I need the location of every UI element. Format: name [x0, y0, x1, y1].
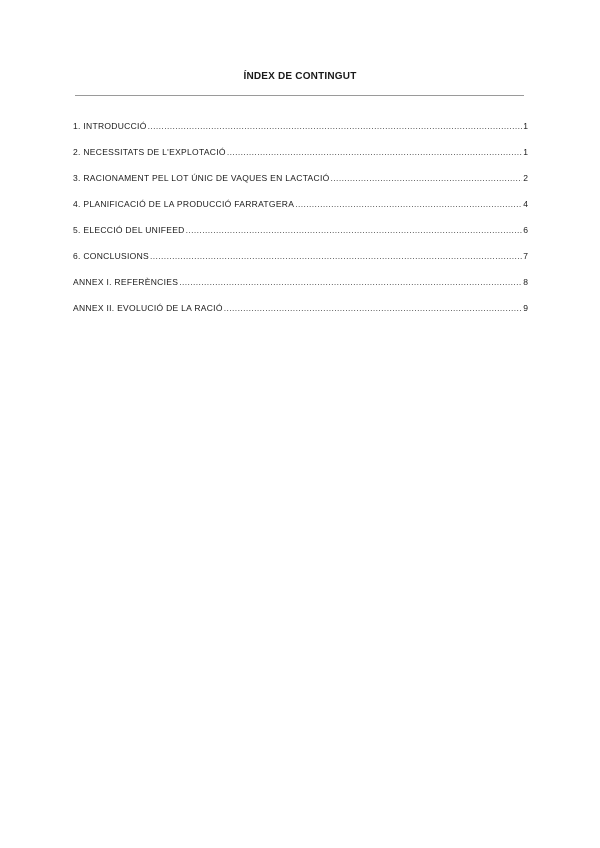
toc-entry-conclusions[interactable]: [73, 250, 528, 276]
toc-entry-page: 6: [523, 225, 528, 235]
dot-leader: [227, 146, 522, 158]
toc-entry-label: ANNEX I. REFERÈNCIES: [73, 277, 179, 287]
toc-entry-page: 9: [523, 303, 528, 313]
toc-entry-page: 1: [523, 121, 528, 131]
dot-leader: [186, 224, 523, 236]
toc-title: ÍNDEX DE CONTINGUT: [243, 71, 357, 82]
toc-entry-introduccio[interactable]: [73, 120, 528, 146]
toc-entry-page: 4: [523, 199, 528, 209]
toc-entry-label: 1. INTRODUCCIÓ: [73, 121, 147, 131]
toc-list: [73, 120, 528, 328]
toc-entry-annex-referencies[interactable]: [73, 276, 528, 302]
toc-entry-label: 5. ELECCIÓ DEL UNIFEED: [73, 225, 185, 235]
dot-leader: [150, 250, 522, 262]
toc-entry-page: 8: [523, 277, 528, 287]
toc-entry-necessitats[interactable]: [73, 146, 528, 172]
toc-entry-planificacio[interactable]: [73, 198, 528, 224]
toc-entry-page: 2: [523, 173, 528, 183]
toc-entry-page: 7: [523, 251, 528, 261]
dot-leader: [224, 302, 523, 314]
dot-leader: [295, 198, 522, 210]
toc-entry-label: ANNEX II. EVOLUCIÓ DE LA RACIÓ: [73, 303, 223, 313]
dot-leader: [331, 172, 523, 184]
toc-entry-label: 3. RACIONAMENT PEL LOT ÚNIC DE VAQUES EN LACTACIÓ: [73, 173, 330, 183]
toc-entry-page: 1: [523, 147, 528, 157]
dot-leader: [179, 276, 522, 288]
title-divider: [75, 95, 524, 96]
toc-entry-eleccio[interactable]: [73, 224, 528, 250]
toc-entry-annex-evolucio[interactable]: [73, 302, 528, 328]
toc-entry-label: 6. CONCLUSIONS: [73, 251, 149, 261]
toc-entry-label: 4. PLANIFICACIÓ DE LA PRODUCCIÓ FARRATGERA: [73, 199, 295, 209]
toc-entry-racionament[interactable]: [73, 172, 528, 198]
toc-entry-label: 2. NECESSITATS DE L'EXPLOTACIÓ: [73, 147, 226, 157]
dot-leader: [148, 120, 523, 132]
